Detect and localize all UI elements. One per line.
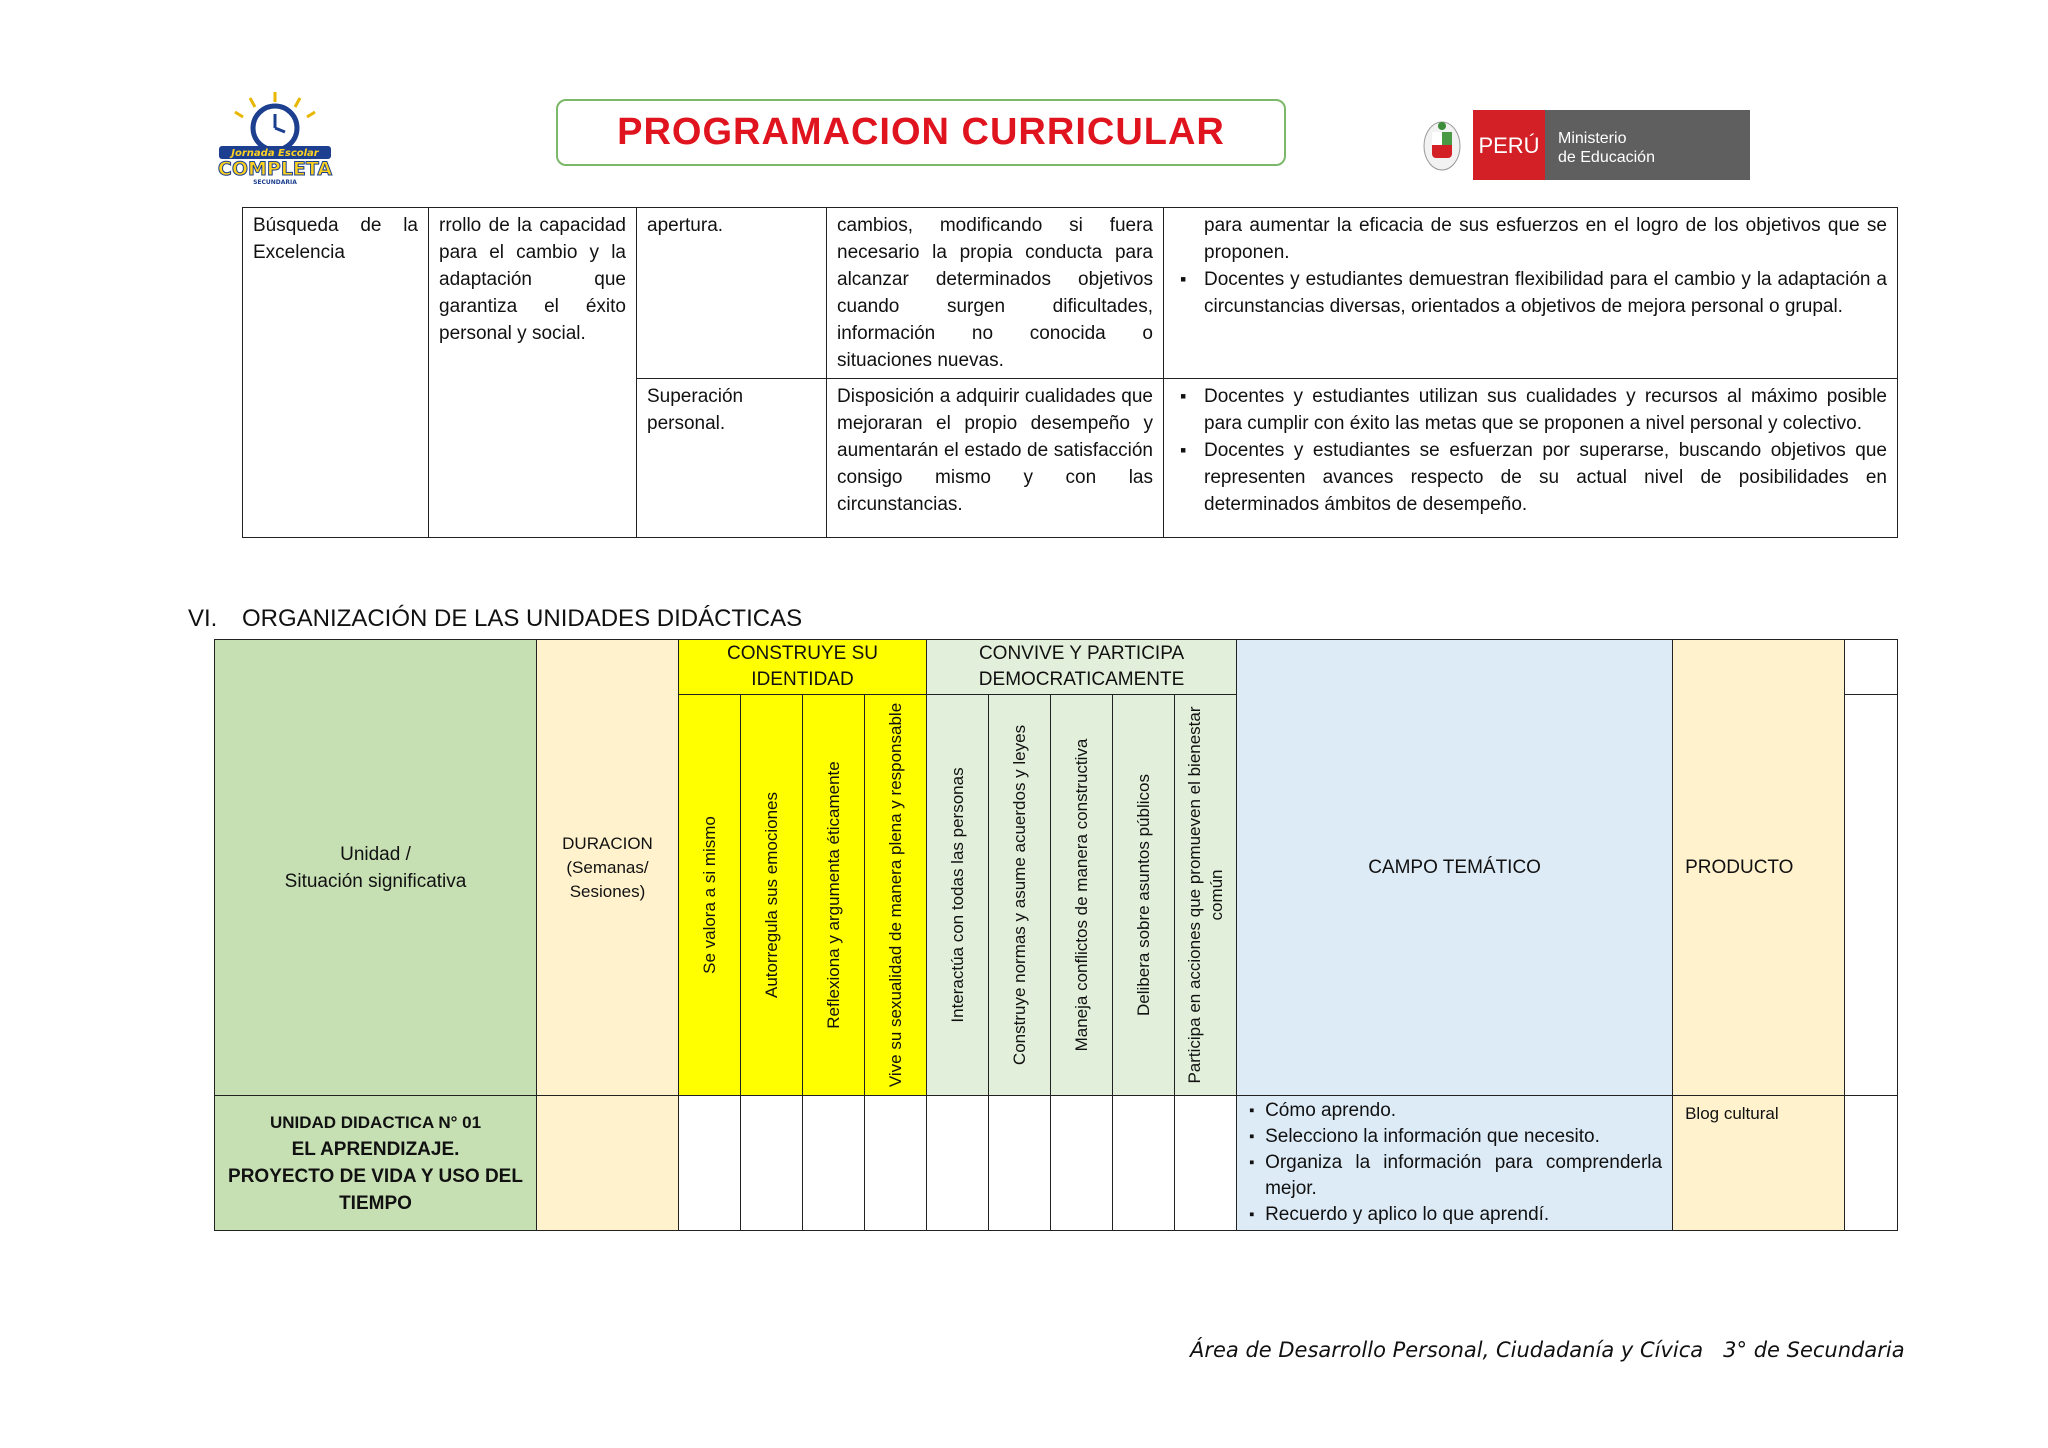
topic-item: ▪ Cómo aprendo. xyxy=(1265,1098,1662,1124)
units-table xyxy=(214,639,1898,1231)
behavior-text: para aumentar la eficacia de sus esfuerzos en el logro de los objetivos que se proponen. xyxy=(1204,215,1887,263)
group-header-convive: CONVIVE Y PARTICIPA DEMOCRATICAMENTE xyxy=(927,640,1237,695)
empty-cell xyxy=(1845,695,1898,1096)
svg-text:PERÚ: PERÚ xyxy=(1478,133,1540,158)
mark-cell xyxy=(1051,1096,1113,1231)
topic-item: ▪ Organiza la información para comprenderla mejor. xyxy=(1265,1150,1662,1202)
mark-cell xyxy=(803,1096,865,1231)
mark-cell xyxy=(741,1096,803,1231)
svg-text:Ministerio: Ministerio xyxy=(1558,130,1627,147)
competency-label: Interactúa con todas las personas xyxy=(947,767,967,1023)
section-number: VI. xyxy=(188,605,218,632)
competency-label: Vive su sexualidad de manera plena y responsable xyxy=(885,702,905,1088)
behaviors-cell xyxy=(1164,208,1898,379)
topic-item: ▪ Recuerdo y aplico lo que aprendí. xyxy=(1265,1202,1662,1228)
values-table xyxy=(242,207,1898,538)
competency-label: Maneja conflictos de manera constructiva xyxy=(1071,738,1091,1052)
behavior-item: ▪ Docentes y estudiantes se esfuerzan por superarse, buscando objetivos que representen avances respecto de su actual nivel de posibilidades en determinados ámbitos de desempeño. xyxy=(1204,437,1887,518)
value-name-cell: Búsqueda de la Excelencia xyxy=(243,208,429,538)
attitude-cell: apertura. xyxy=(637,208,827,379)
topic-item: ▪ Selecciono la información que necesito. xyxy=(1265,1124,1662,1150)
campo-tematico-header: CAMPO TEMÁTICO xyxy=(1237,640,1673,1096)
duration-header-cell: DURACION (Semanas/ Sesiones) xyxy=(537,640,679,1096)
unit-cell xyxy=(215,1096,537,1231)
jornada-escolar-logo xyxy=(205,90,345,185)
duration-cell xyxy=(537,1096,679,1231)
competency-cell xyxy=(1113,695,1175,1096)
product-cell: Blog cultural xyxy=(1673,1096,1845,1231)
section-title: ORGANIZACIÓN DE LAS UNIDADES DIDÁCTICAS xyxy=(242,605,803,632)
unit-name: EL APRENDIZAJE. xyxy=(291,1139,460,1160)
table-row xyxy=(243,208,1898,379)
competency-cell xyxy=(1051,695,1113,1096)
unit-header-cell xyxy=(215,640,537,1096)
behavior-item: ▪ Docentes y estudiantes demuestran flexibilidad para el cambio y la adaptación a circunstancias diversas, orientados a objetivos de mejora personal o grupal. xyxy=(1204,266,1887,320)
unit-header-line1: Unidad / xyxy=(340,843,411,865)
competency-label: Participa en acciones que promueven el bienestar común xyxy=(1184,706,1226,1084)
svg-text:Jornada Escolar: Jornada Escolar xyxy=(231,148,319,159)
competency-label: Autorregula sus emociones xyxy=(761,792,781,999)
group-header-identidad: CONSTRUYE SU IDENTIDAD xyxy=(679,640,927,695)
svg-text:de Educación: de Educación xyxy=(1558,149,1655,166)
producto-header: PRODUCTO xyxy=(1673,640,1845,1096)
peru-coat-of-arms-icon xyxy=(1424,122,1460,170)
unit-number: UNIDAD DIDACTICA N° 01 xyxy=(269,1113,482,1132)
minedu-logo xyxy=(1420,110,1750,180)
svg-text:SECUNDARIA: SECUNDARIA xyxy=(253,179,297,185)
mark-cell xyxy=(989,1096,1051,1231)
competency-cell xyxy=(927,695,989,1096)
empty-cell xyxy=(1845,640,1898,695)
table-row xyxy=(215,1096,1898,1231)
competency-cell xyxy=(989,695,1051,1096)
title-box xyxy=(556,99,1286,166)
mark-cell xyxy=(679,1096,741,1231)
competency-label: Reflexiona y argumenta éticamente xyxy=(823,761,843,1029)
competency-cell xyxy=(679,695,741,1096)
competency-label: Construye normas y asume acuerdos y leyes xyxy=(1009,724,1029,1066)
competency-label: Delibera sobre asuntos públicos xyxy=(1133,774,1153,1016)
unit-header-line2: Situación significativa xyxy=(284,870,467,892)
attitude-definition-cell: cambios, modificando si fuera necesario la propia conducta para alcanzar determinados objetivos cuando surgen dificultades, información no conocida o situaciones nuevas. xyxy=(827,208,1164,379)
section-heading xyxy=(188,605,802,633)
behavior-item: ▪ Docentes y estudiantes utilizan sus cualidades y recursos al máximo posible para cumplir con éxito las metas que se proponen a nivel personal y colectivo. xyxy=(1204,383,1887,437)
attitude-definition-cell: Disposición a adquirir cualidades que mejoraran el propio desempeño y aumentarán el estado de satisfacción consigo mismo y con las circunstancias. xyxy=(827,379,1164,538)
behaviors-cell xyxy=(1164,379,1898,538)
competency-label: Se valora a si mismo xyxy=(699,816,719,974)
competency-cell xyxy=(1175,695,1237,1096)
topics-cell xyxy=(1237,1096,1673,1231)
svg-text:COMPLETA: COMPLETA xyxy=(217,158,333,180)
page-footer: Área de Desarrollo Personal, Ciudadanía y Cívica 3° de Secundaria xyxy=(1190,1338,1905,1362)
value-description-cell: rrollo de la capacidad para el cambio y la adaptación que garantiza el éxito personal y social. xyxy=(429,208,637,538)
mark-cell xyxy=(1175,1096,1237,1231)
mark-cell xyxy=(1113,1096,1175,1231)
unit-situation: PROYECTO DE VIDA Y USO DEL TIEMPO xyxy=(228,1166,523,1214)
table-row xyxy=(215,640,1898,695)
competency-cell xyxy=(741,695,803,1096)
mark-cell xyxy=(927,1096,989,1231)
page-title: PROGRAMACION CURRICULAR xyxy=(617,111,1225,153)
competency-cell xyxy=(803,695,865,1096)
mark-cell xyxy=(865,1096,927,1231)
empty-cell xyxy=(1845,1096,1898,1231)
competency-cell xyxy=(865,695,927,1096)
attitude-cell: Superación personal. xyxy=(637,379,827,538)
